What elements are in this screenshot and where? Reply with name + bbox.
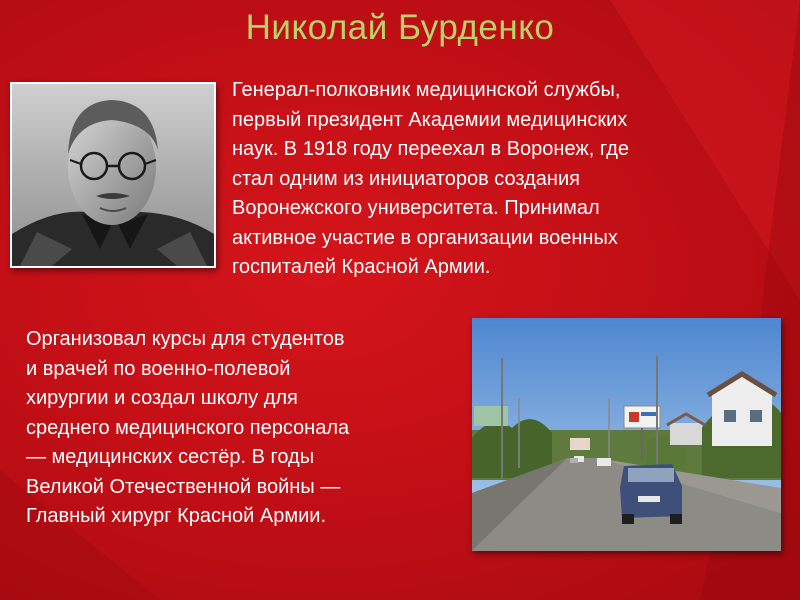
paragraph-line: активное участие в организации военных <box>232 226 618 249</box>
paragraph-line: госпиталей Красной Армии. <box>232 256 491 278</box>
slide-title: Николай Бурденко <box>245 8 555 47</box>
paragraph-line: Воронежского университета. Принимал <box>232 197 600 219</box>
paragraph-line: Главный хирург Красной Армии. <box>26 505 326 527</box>
paragraph-line: первый президент Академии медицинских <box>232 108 628 131</box>
paragraph-line: и врачей по военно-полевой <box>26 357 291 380</box>
paragraph-line: Организовал курсы для студентов <box>26 328 345 350</box>
biography-paragraph-2 <box>26 325 466 532</box>
biography-paragraph-1 <box>232 76 772 283</box>
paragraph-line: стал одним из инициаторов создания <box>232 167 580 190</box>
paragraph-line: — медицинских сестёр. В годы <box>26 446 315 468</box>
paragraph-line: хирургии и создал школу для <box>26 387 298 409</box>
paragraph-line: среднего медицинского персонала <box>26 416 350 439</box>
paragraph-line: Великой Отечественной войны — <box>26 475 341 498</box>
paragraph-line: Генерал-полковник медицинской службы, <box>232 79 621 101</box>
street-photo <box>472 318 781 551</box>
portrait-photo <box>10 82 216 268</box>
paragraph-line: наук. В 1918 году переехал в Воронеж, где <box>232 138 630 160</box>
